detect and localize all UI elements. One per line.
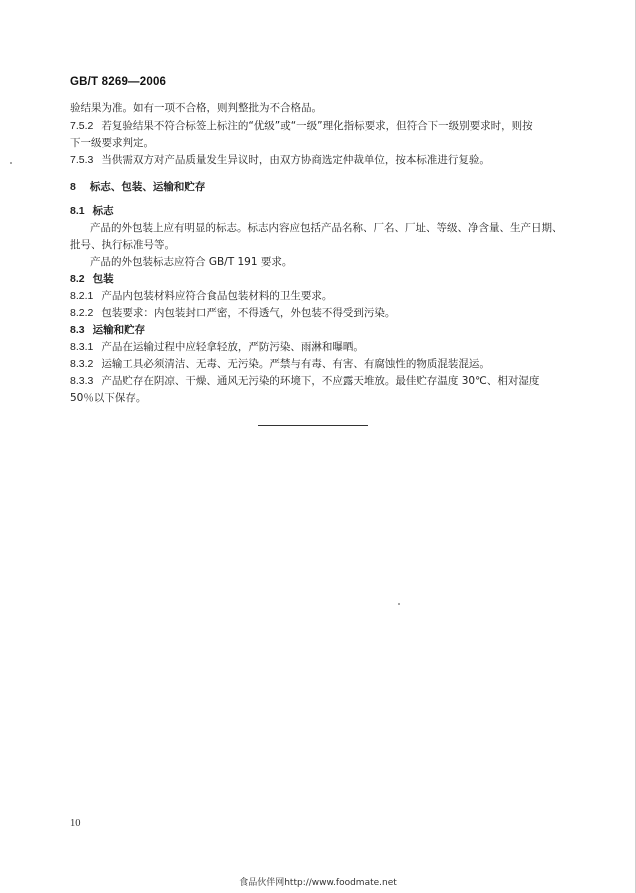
scan-speck (10, 162, 12, 164)
clause-7-5-2-line2: 下一级要求判定。 (70, 137, 154, 149)
end-of-standard-rule (258, 425, 368, 426)
clause-number: 7.5.3 (70, 154, 94, 166)
clause-8-3-2 (70, 358, 490, 371)
section-8-1-paragraph-1: 产品的外包装上应有明显的标志。标志内容应包括产品名称、厂名、厂址、等级、净含量、生产日期、 (90, 222, 563, 234)
clause-7-5-2 (70, 120, 533, 133)
section-title: 标志、包装、运输和贮存 (89, 181, 206, 193)
clause-text: 产品贮存在阴凉、干燥、通风无污染的环境下，不应露天堆放。最佳贮存温度 30℃、相对湿度 (101, 375, 540, 387)
scan-speck (398, 603, 400, 605)
clause-text: 运输工具必须清洁、无毒、无污染。严禁与有毒、有害、有腐蚀性的物质混装混运。 (101, 358, 490, 370)
section-title: 标志 (92, 205, 114, 217)
clause-number: 8.3.2 (70, 358, 94, 370)
section-title: 包装 (92, 273, 114, 285)
clause-text: 包装要求：内包装封口严密，不得透气，外包装不得受到污染。 (101, 307, 396, 319)
section-8-1-paragraph-2: 产品的外包装标志应符合 GB/T 191 要求。 (90, 256, 293, 268)
section-8-1-heading (70, 205, 114, 218)
page-number: 10 (70, 818, 81, 829)
section-8-2-heading (70, 273, 114, 286)
clause-number: 8.2.2 (70, 307, 94, 319)
clause-text: 当供需双方对产品质量发生异议时，由双方协商选定仲裁单位，按本标准进行复验。 (101, 154, 490, 166)
section-8-3-heading (70, 324, 145, 337)
section-title: 运输和贮存 (92, 324, 146, 336)
section-number: 8.1 (70, 205, 85, 217)
section-number: 8.2 (70, 273, 85, 285)
section-number: 8 (70, 181, 76, 193)
clause-8-2-1 (70, 290, 332, 303)
clause-7-5-3 (70, 154, 490, 167)
clause-number: 8.3.1 (70, 341, 94, 353)
clause-text: 若复验结果不符合标签上标注的“优级”或“一级”理化指标要求，但符合下一级别要求时，则按 (101, 120, 533, 132)
clause-number: 8.2.1 (70, 290, 94, 302)
clause-8-3-3 (70, 375, 539, 388)
clause-text: 产品内包装材料应符合食品包装材料的卫生要求。 (101, 290, 333, 302)
clause-text: 产品在运输过程中应轻拿轻放，严防污染、雨淋和曝晒。 (101, 341, 364, 353)
section-8-1-paragraph-1-line2: 批号、执行标准号等。 (70, 239, 175, 251)
section-number: 8.3 (70, 324, 85, 336)
footer-watermark: 食品伙伴网http://www.foodmate.net (239, 878, 397, 888)
clause-7-5-1-continuation: 验结果为准。如有一项不合格，则判整批为不合格品。 (70, 102, 322, 114)
clause-number: 7.5.2 (70, 120, 94, 132)
clause-8-2-2 (70, 307, 395, 320)
clause-8-3-3-line2: 50％以下保存。 (70, 392, 147, 404)
document-code-header: GB/T 8269—2006 (70, 76, 167, 88)
section-8-heading (70, 181, 205, 194)
clause-number: 8.3.3 (70, 375, 94, 387)
clause-8-3-1 (70, 341, 364, 354)
